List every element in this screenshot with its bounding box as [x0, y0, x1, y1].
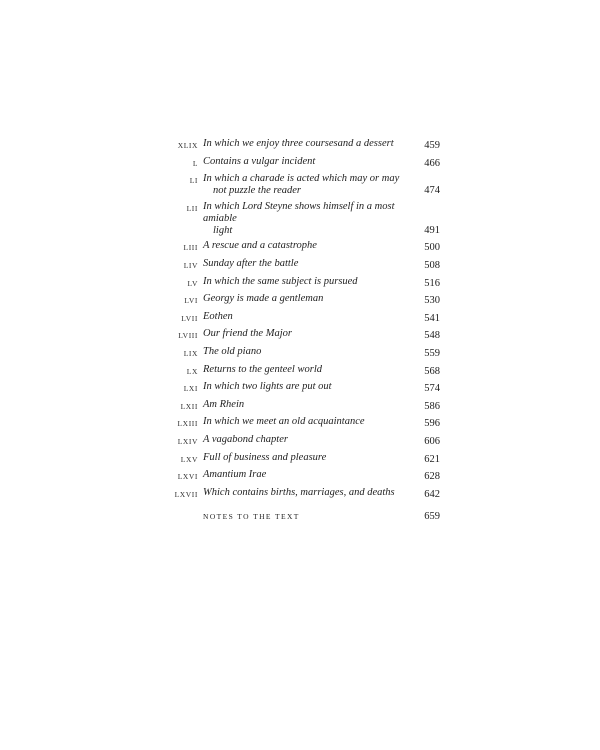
chapter-title: Georgy is made a gentleman — [203, 293, 324, 305]
chapter-title: Amantium Irae — [203, 469, 267, 481]
toc-row — [170, 138, 440, 152]
toc-row — [170, 156, 440, 170]
chapter-number: LXVII — [174, 489, 198, 499]
chapter-title: The old piano — [203, 345, 262, 357]
chapter-page: 530 — [424, 295, 440, 307]
chapter-number: LXII — [180, 401, 198, 411]
toc-row — [170, 311, 440, 325]
chapter-title: Am Rhein — [203, 398, 245, 410]
chapter-page: 596 — [424, 418, 440, 430]
toc-row — [170, 328, 440, 342]
chapter-number: LXV — [180, 454, 198, 464]
chapter-number: LXI — [183, 384, 198, 394]
toc-row — [170, 434, 440, 448]
chapter-number: L — [192, 158, 198, 168]
toc-row — [170, 469, 440, 483]
chapter-number: LV — [187, 278, 198, 288]
toc-row — [170, 416, 440, 430]
chapter-page: 574 — [424, 383, 440, 395]
chapter-number: LIX — [183, 348, 198, 358]
toc-row — [170, 381, 440, 395]
chapter-page: 491 — [424, 224, 440, 236]
chapter-page: 559 — [424, 347, 440, 359]
chapter-number: LIII — [183, 243, 198, 253]
chapter-page: 548 — [424, 330, 440, 342]
chapter-page: 642 — [424, 488, 440, 500]
chapter-title-continued: not puzzle the reader — [213, 185, 301, 197]
chapter-number: LVIII — [178, 331, 198, 341]
toc-row — [170, 293, 440, 307]
chapter-title: In which a charade is acted which may or may — [203, 173, 400, 185]
chapter-number: LIV — [183, 260, 198, 270]
toc-row — [170, 173, 440, 197]
toc-row — [170, 399, 440, 413]
toc-row — [170, 240, 440, 254]
toc-row — [170, 364, 440, 378]
chapter-title: In which the same subject is pursued — [203, 275, 358, 287]
chapter-page: 466 — [424, 157, 440, 169]
chapter-page: 606 — [424, 435, 440, 447]
chapter-number: LX — [186, 366, 198, 376]
chapter-title: A vagabond chapter — [203, 433, 288, 445]
chapter-title: Returns to the genteel world — [203, 363, 322, 375]
chapter-number: LXVI — [177, 472, 198, 482]
chapter-page: 621 — [424, 453, 440, 465]
table-of-contents — [170, 138, 440, 526]
chapter-title: In which we enjoy three coursesand a dessert — [203, 138, 394, 149]
notes-page: 659 — [424, 510, 440, 522]
chapter-number: LVI — [184, 296, 198, 306]
chapter-title: Contains a vulgar incident — [203, 155, 316, 167]
notes-label: NOTES TO THE TEXT — [203, 511, 300, 521]
chapter-title: Full of business and pleasure — [203, 451, 327, 463]
notes-spacer — [170, 509, 198, 511]
chapter-title-continued: light — [213, 224, 233, 236]
chapter-title-wrap — [198, 173, 414, 197]
chapter-page: 474 — [424, 185, 440, 197]
toc-row — [170, 346, 440, 360]
chapter-number: LVII — [181, 313, 198, 323]
chapter-title: In which we meet an old acquaintance — [203, 416, 365, 428]
chapter-title: In which two lights are put out — [203, 381, 332, 393]
toc-row — [170, 487, 440, 501]
toc-row — [170, 201, 440, 237]
chapter-page: 508 — [424, 259, 440, 271]
chapter-number: LI — [189, 176, 198, 186]
chapter-title: Sunday after the battle — [203, 257, 299, 269]
chapter-page: 516 — [424, 277, 440, 289]
toc-notes-row — [170, 509, 440, 523]
toc-row — [170, 258, 440, 272]
chapter-title: Which contains births, marriages, and deaths — [203, 486, 395, 498]
chapter-page: 541 — [424, 312, 440, 324]
chapter-title: A rescue and a catastrophe — [203, 240, 317, 252]
toc-row — [170, 452, 440, 466]
chapter-number: LXIV — [177, 436, 198, 446]
chapter-number: LXIII — [177, 419, 198, 429]
chapter-title: In which Lord Steyne shows himself in a most amiable — [203, 200, 395, 224]
chapter-page: 628 — [424, 471, 440, 483]
chapter-page: 568 — [424, 365, 440, 377]
chapter-title: Our friend the Major — [203, 328, 292, 340]
chapter-title: Eothen — [203, 310, 233, 322]
chapter-page: 586 — [424, 400, 440, 412]
chapter-title-wrap — [198, 201, 414, 237]
chapter-page: 459 — [424, 140, 440, 151]
toc-row — [170, 276, 440, 290]
chapter-number: XLIX — [177, 141, 198, 150]
chapter-number: LII — [186, 203, 198, 213]
chapter-page: 500 — [424, 242, 440, 254]
